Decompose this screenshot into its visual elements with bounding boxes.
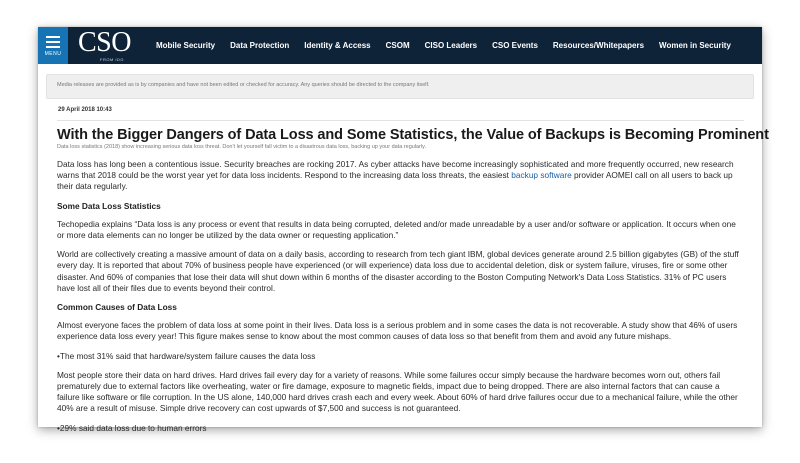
paragraph-hard-drives: Most people store their data on hard drives. Hard drives fail every day for a variety of reasons. While some failures occur simply because the hardware becomes worn out, others fail prematurely due to external factors like overheating, water or fire damage, exposure to magnetic fields, impact due to being dropped. There are also internal factors that can cause a failure like software or file corruption. In the US alone, 140,000 hard drives crash each and every week. About 60% of hard drive failures occur due to a mechanical failure, while the other 40% are a result of misuse. Simple drive recovery can cost upwards of $7,500 and success is not guaranteed. (57, 369, 738, 414)
nav-item-women-in-security[interactable]: Women in Security (659, 41, 731, 50)
intro-text-after-link: provider AOMEI call on all users to back up their data regularly. (57, 170, 733, 192)
backup-software-link[interactable]: backup software (511, 170, 572, 181)
heading-data-loss-statistics: Some Data Loss Statistics (57, 200, 161, 211)
cso-logo[interactable] (78, 26, 131, 62)
article-subtitle: Data loss statistics (2018) show increasing serious data loss threat. Don't let yourself fall victim to a disastrous data loss, backing up your data regularly. (57, 144, 427, 150)
paragraph-techopedia: Techopedia explains “Data loss is any process or event that results in data being corrupted, deleted and/or made unreadable by a user and/or software or application. It occurs when one or more data elements can no longer be utilized by the data owner or requesting application.” (57, 218, 736, 241)
heading-common-causes: Common Causes of Data Loss (57, 302, 177, 313)
notice-wrapper (38, 64, 762, 99)
hamburger-icon (46, 36, 60, 48)
nav-item-resources-whitepapers[interactable]: Resources/Whitepapers (552, 41, 645, 50)
nav-item-cso-events[interactable]: CSO Events (492, 41, 538, 50)
menu-button[interactable] (38, 27, 68, 64)
logo-subtext: FROM IDG (100, 56, 124, 62)
nav-item-data-protection[interactable]: Data Protection (230, 41, 290, 50)
browser-page (38, 26, 769, 433)
logo-text: CSO (78, 26, 131, 58)
nav-item-mobile-security[interactable]: Mobile Security (155, 41, 216, 50)
intro-text-before-link: Data loss has long been a contentious issue. Security breaches are rocking 2017. As cyber attacks have become increasingly sophisticated and more frequently occurred, new research warns that 2018 could be the worst year yet for data loss incidents. Respond to the increasing data loss threats, the easiest (57, 159, 734, 181)
article-body (57, 159, 744, 434)
media-release-notice: Media releases are provided as is by companies and have not been edited or checked for accuracy. Any queries should be directed to the company itself. (46, 74, 754, 99)
article-date: 29 April 2018 10:43 (58, 107, 112, 113)
top-navigation-bar (38, 27, 762, 64)
divider (57, 120, 744, 121)
article-content (38, 99, 769, 434)
bullet-hardware-failure: •The most 31% said that hardware/system failure causes the data loss (57, 350, 316, 361)
nav-item-csom[interactable]: CSOM (385, 41, 410, 50)
menu-label: MENU (44, 51, 62, 57)
bullet-human-errors: •29% said data loss due to human errors (57, 422, 207, 433)
paragraph-causes-intro: Almost everyone faces the problem of data loss at some point in their lives. Data loss is a serious problem and in some cases the data is not recoverable. A study show that 46% of users experience data loss every year! This figure makes sense to know about the most common causes of data loss so that benefit from them and avoid any future mishaps. (57, 320, 738, 342)
nav-item-identity-access[interactable]: Identity & Access (304, 41, 371, 50)
article-title: With the Bigger Dangers of Data Loss and Some Statistics, the Value of Backups is Becoming Prominent (57, 127, 769, 143)
paragraph-statistics: World are collectively creating a massive amount of data on a daily basis, according to research from tech giant IBM, global devices generate around 2.5 billion gigabytes (GB) of the stuff every day. It is reported that about 70% of business people have experienced (or will experience) data loss due to accidental deletion, disk or system failure, viruses, fire or some other disaster. And 60% of companies that lose their data will shut down within 6 months of the disaster according to the Boston Computing Network's Data Loss Statistics. 31% of PC users have lost all of their files due to events beyond their control. (57, 249, 739, 293)
nav-item-ciso-leaders[interactable]: CISO Leaders (424, 41, 478, 50)
paragraph-intro (57, 159, 744, 193)
nav-menu (156, 41, 746, 50)
